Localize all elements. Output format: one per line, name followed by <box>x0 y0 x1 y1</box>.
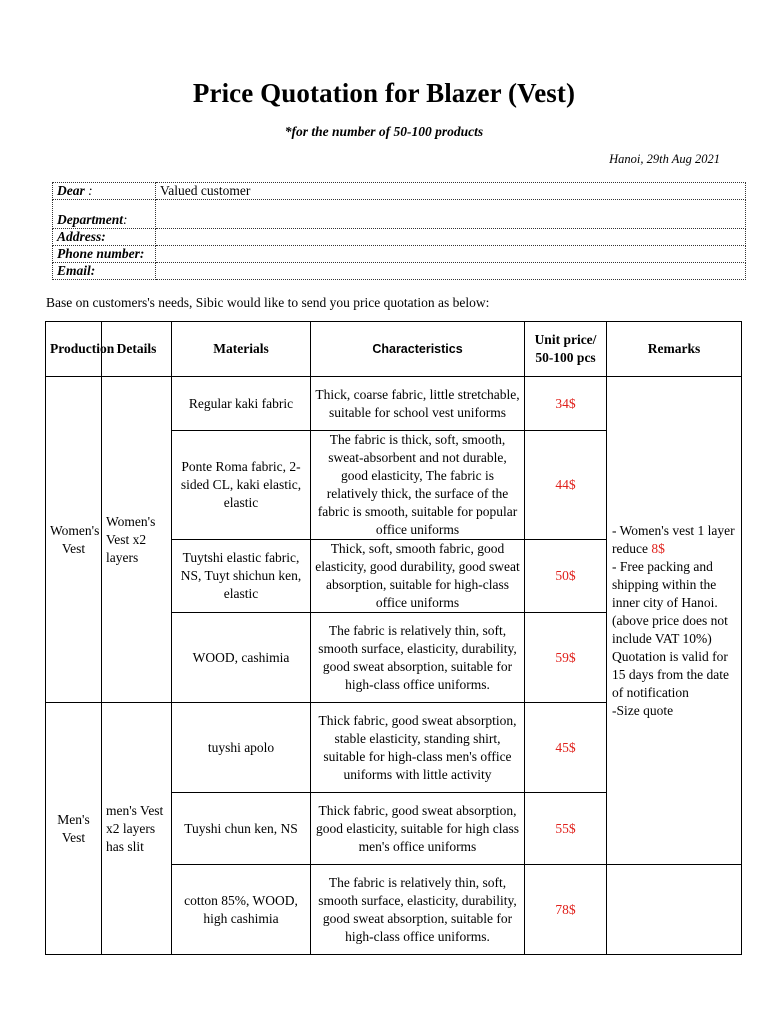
remarks-discount: 8$ <box>651 540 665 556</box>
address-label: Address: <box>53 229 156 246</box>
header-materials: Materials <box>172 322 311 377</box>
header-characteristics: Characteristics <box>311 322 525 377</box>
table-row <box>46 377 742 431</box>
material-cell: WOOD, cashimia <box>172 613 311 703</box>
remarks-empty-cell <box>607 865 742 955</box>
contact-table <box>52 182 746 280</box>
phone-label: Phone number: <box>53 246 156 263</box>
price-cell: 34$ <box>525 377 607 431</box>
characteristics-cell: The fabric is relatively thin, soft, smooth surface, elasticity, durability, good sweat absorption, suitable for high-class office uniforms. <box>311 865 525 955</box>
department-value <box>156 200 746 229</box>
material-cell: cotton 85%, WOOD, high cashimia <box>172 865 311 955</box>
price-cell: 55$ <box>525 793 607 865</box>
material-cell: Regular kaki fabric <box>172 377 311 431</box>
characteristics-cell: Thick fabric, good sweat absorption, stable elasticity, standing shirt, suitable for high-class men's office uniforms with little activity <box>311 703 525 793</box>
header-unit-price: Unit price/ 50-100 pcs <box>525 322 607 377</box>
document-date: Hanoi, 29th Aug 2021 <box>609 152 720 166</box>
characteristics-cell: The fabric is relatively thin, soft, smooth surface, elasticity, durability, good sweat absorption, suitable for high-class office uniforms. <box>311 613 525 703</box>
characteristics-cell: Thick, coarse fabric, little stretchable, suitable for school vest uniforms <box>311 377 525 431</box>
phone-value <box>156 246 746 263</box>
characteristics-cell: The fabric is thick, soft, smooth, sweat-absorbent and not durable, good elasticity, The fabric is relatively thick, the surface of the fabric is smooth, suitable for popular office uniforms <box>311 431 525 540</box>
remarks-cell: - Women's vest 1 layer reduce 8$ - Free packing and shipping within the inner city of Hanoi. (above price does not include VAT 10%) Quotation is valid for 15 days from the date of notification -Size quote <box>607 377 742 865</box>
address-value <box>156 229 746 246</box>
dear-value: Valued customer <box>156 183 746 200</box>
intro-text: Base on customers's needs, Sibic would like to send you price quotation as below: <box>46 295 490 310</box>
header-production: Production <box>46 322 102 377</box>
price-cell: 45$ <box>525 703 607 793</box>
details-cell: men's Vest x2 layers has slit <box>102 703 172 955</box>
material-cell: Tuyshi chun ken, NS <box>172 793 311 865</box>
page-title: Price Quotation for Blazer (Vest) <box>192 78 576 108</box>
header-remarks: Remarks <box>607 322 742 377</box>
price-table <box>45 321 742 955</box>
page-subtitle: *for the number of 50-100 products <box>284 124 484 139</box>
production-cell: Men's Vest <box>46 703 102 955</box>
price-cell: 59$ <box>525 613 607 703</box>
price-cell: 44$ <box>525 431 607 540</box>
header-details: Details <box>102 322 172 377</box>
email-label: Email: <box>53 263 156 280</box>
material-cell: Ponte Roma fabric, 2-sided CL, kaki elastic, elastic <box>172 431 311 540</box>
email-value <box>156 263 746 280</box>
characteristics-cell: Thick fabric, good sweat absorption, good elasticity, suitable for high class men's office uniforms <box>311 793 525 865</box>
characteristics-cell: Thick, soft, smooth fabric, good elasticity, good durability, good sweat absorption, suitable for high-class office uniforms <box>311 540 525 613</box>
price-cell: 50$ <box>525 540 607 613</box>
dear-label: Dear : <box>53 183 156 200</box>
material-cell: Tuytshi elastic fabric, NS, Tuyt shichun ken, elastic <box>172 540 311 613</box>
department-label: Department: <box>53 200 156 229</box>
price-cell: 78$ <box>525 865 607 955</box>
details-cell: Women's Vest x2 layers <box>102 377 172 703</box>
header-row <box>46 322 742 377</box>
production-cell: Women's Vest <box>46 377 102 703</box>
material-cell: tuyshi apolo <box>172 703 311 793</box>
